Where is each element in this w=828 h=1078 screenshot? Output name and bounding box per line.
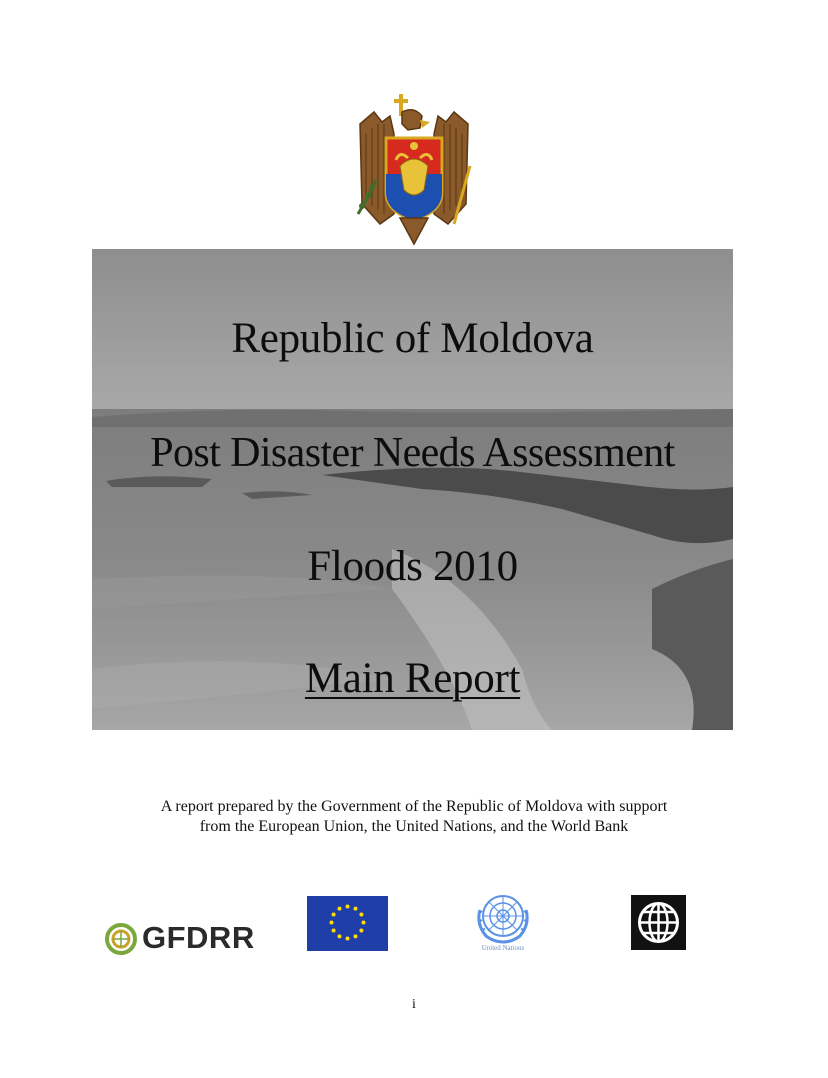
un-globe-icon <box>468 890 538 944</box>
report-caption <box>0 797 828 837</box>
cover-photo-flood <box>92 249 733 730</box>
un-label: United Nations <box>481 944 525 952</box>
un-emblem <box>468 890 538 956</box>
caption-line-1: A report prepared by the Government of the Republic of Moldova with support <box>160 798 668 815</box>
title-assessment: Post Disaster Needs Assessment <box>150 430 675 476</box>
page-number: i <box>412 997 416 1012</box>
title-report-type: Main Report <box>304 655 521 702</box>
title-country: Republic of Moldova <box>231 315 594 362</box>
gfdrr-globe-icon <box>104 922 138 956</box>
world-bank-globe-icon <box>631 895 686 950</box>
caption-line-2: from the European Union, the United Nations, and the World Bank <box>199 818 629 835</box>
gfdrr-logo <box>104 918 274 958</box>
eu-flag-icon <box>307 896 388 951</box>
title-event: Floods 2010 <box>307 543 518 590</box>
coat-of-arms-emblem <box>350 94 478 250</box>
gfdrr-wordmark: GFDRR <box>142 920 255 955</box>
